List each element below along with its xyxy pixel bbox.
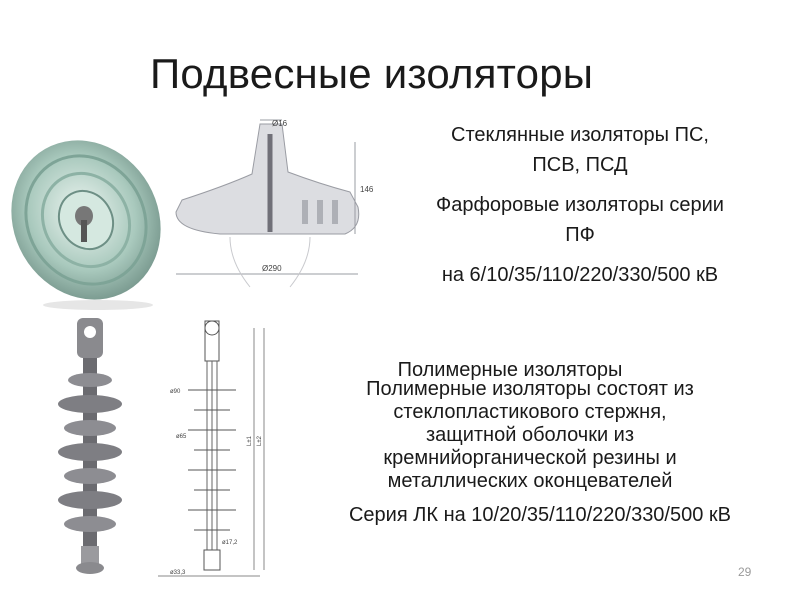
polymer-description [310, 378, 750, 493]
dim-label-l2: L±2 [257, 436, 263, 446]
page-number: 29 [738, 565, 752, 579]
glass-insulator-image [8, 120, 168, 310]
glass-line-1: Стеклянные изоляторы ПС, [451, 124, 709, 146]
series-line: Серия ЛК на 10/20/35/110/220/330/500 кВ [348, 504, 732, 526]
dim-label-90: ø90 [170, 389, 181, 395]
polymer-heading: Полимерные изоляторы [397, 359, 623, 381]
dim-diameter-top: Ø16 [272, 119, 288, 128]
porcelain-insulator-drawing [170, 112, 380, 307]
porcelain-insulators-text [380, 190, 780, 250]
dim-label-l1: L±1 [247, 436, 253, 446]
polymer-desc-line-5: металлических оконцевателей [387, 470, 673, 492]
voltage-text: на 6/10/35/110/220/330/500 кВ [441, 264, 719, 286]
slide-title: Подвесные изоляторы [150, 50, 594, 97]
polymer-desc-line-4: кремнийорганической резины и [383, 447, 677, 469]
dim-height: 146 [360, 185, 374, 194]
dim-diameter-bottom: Ø290 [262, 264, 282, 273]
dim-label-65: ø65 [176, 434, 187, 440]
polymer-desc-line-3: защитной оболочки из [425, 424, 635, 446]
glass-insulators-text [380, 120, 780, 180]
polymer-desc-line-1: Полимерные изоляторы состоят из [366, 378, 694, 400]
dim-label-33: ø33,3 [170, 570, 186, 576]
polymer-insulator-image [45, 318, 135, 576]
porcelain-line-2: ПФ [565, 224, 595, 246]
polymer-insulator-drawing [150, 318, 280, 580]
polymer-desc-line-2: стеклопластикового стержня, [393, 401, 667, 423]
dim-label-17: ø17,2 [222, 540, 238, 546]
glass-line-2: ПСВ, ПСД [532, 154, 628, 176]
porcelain-line-1: Фарфоровые изоляторы серии [436, 194, 724, 216]
